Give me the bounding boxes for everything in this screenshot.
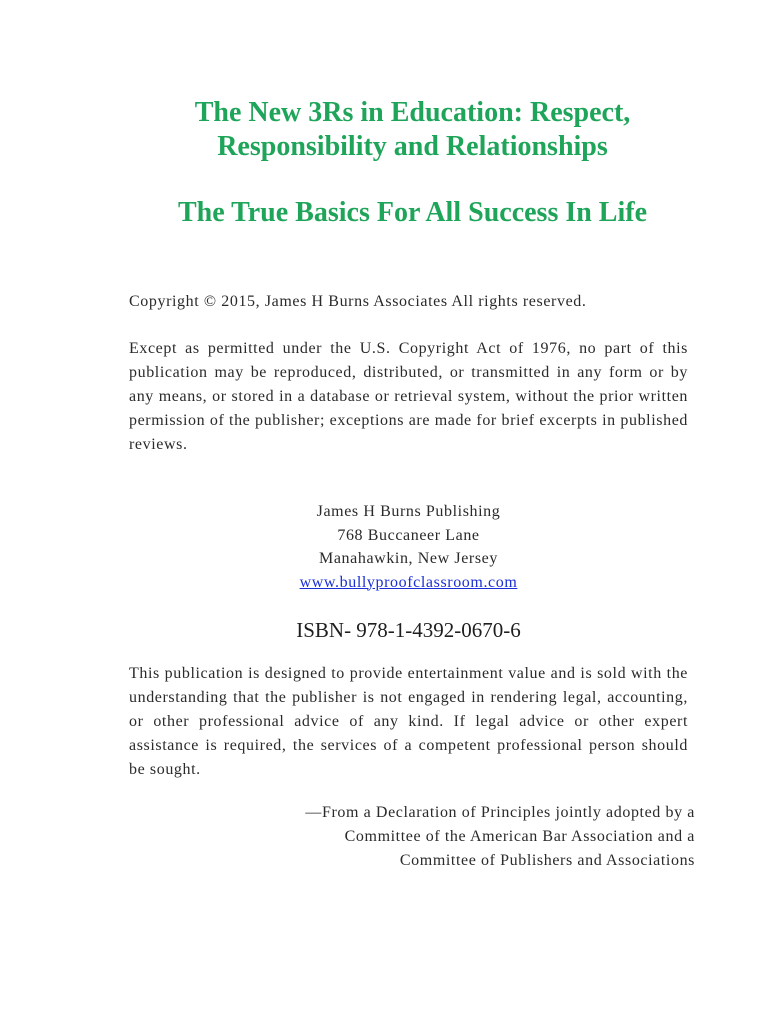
declaration-line-1: —From a Declaration of Principles jointly adopted by a — [305, 804, 695, 821]
book-title — [0, 96, 770, 164]
declaration-attribution — [129, 801, 695, 873]
isbn: ISBN- 978-1-4392-0670-6 — [296, 618, 521, 642]
publisher-city: Manahawkin, New Jersey — [319, 550, 498, 567]
publisher-address — [129, 500, 688, 594]
copyright-notice: Copyright © 2015, James H Burns Associates All rights reserved. — [129, 293, 587, 310]
publisher-street: 768 Buccaneer Lane — [337, 526, 480, 544]
publisher-website-link[interactable]: www.bullyproofclassroom.com — [299, 573, 518, 591]
book-title-line-2: Responsibility and Relationships — [217, 131, 608, 162]
declaration-line-3: Committee of Publishers and Associations — [399, 852, 695, 869]
declaration-line-2: Committee of the American Bar Association and a — [344, 828, 695, 845]
book-subtitle: The True Basics For All Success In Life — [177, 197, 648, 228]
disclaimer: This publication is designed to provide entertainment value and is sold with the understanding that the publisher is not engaged in rendering legal, accounting, or other professional advice of any kind. If legal advice or other expert assistance is required, the services of a competent professional person should be sought. — [129, 665, 688, 778]
book-title-line-1: The New 3Rs in Education: Respect, — [194, 97, 631, 128]
publisher-name: James H Burns Publishing — [316, 503, 501, 520]
permission-notice: Except as permitted under the U.S. Copyright Act of 1976, no part of this publication may be reproduced, distributed, or transmitted in any form or by any means, or stored in a database or retrieval system, without the prior written permission of the publisher; exceptions are made for brief excerpts in published reviews. — [129, 340, 688, 453]
